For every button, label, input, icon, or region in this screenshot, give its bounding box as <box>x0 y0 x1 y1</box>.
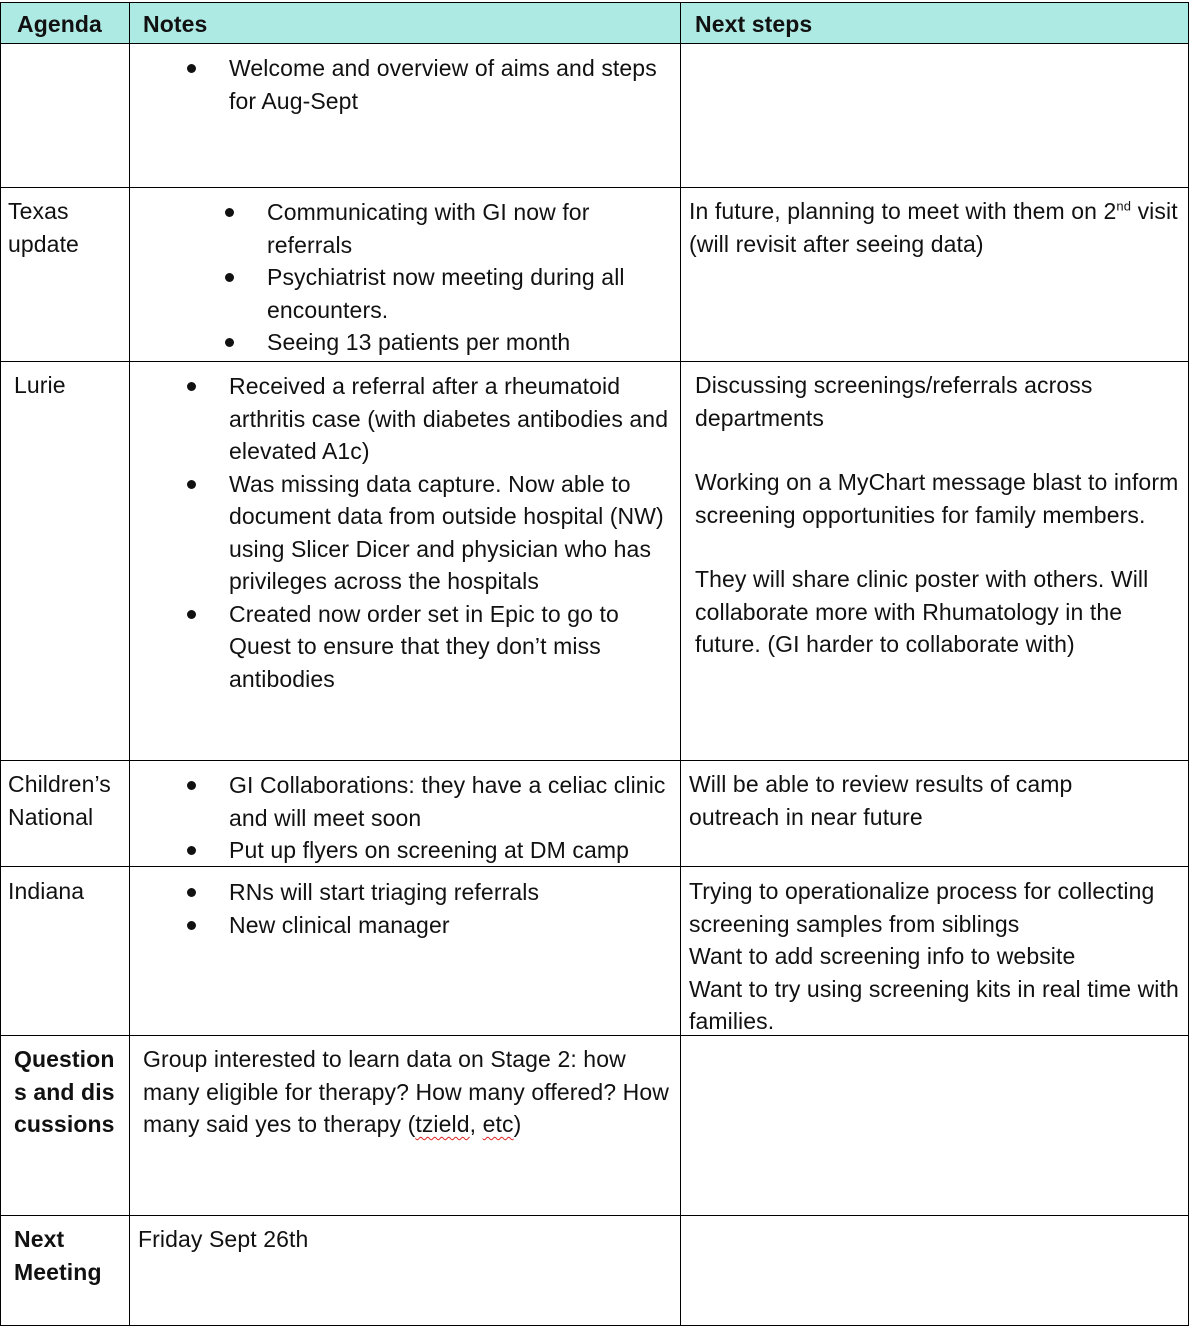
childrens-notes <box>130 769 678 867</box>
list-item: Created now order set in Epic to go to Quest to ensure that they don’t miss antibodies <box>130 598 678 696</box>
notes-text: Group interested to learn data on Stage 2: how many eligible for therapy? How many offered? How many said yes to therapy ( <box>143 1046 669 1137</box>
agenda-texas-update: Texas update <box>8 198 79 257</box>
next-steps-paragraph: Working on a MyChart message blast to inform screening opportunities for family members. <box>695 469 1179 528</box>
row-divider <box>0 43 1189 44</box>
agenda-childrens-national: Children’s National <box>8 771 111 830</box>
list-item: Received a referral after a rheumatoid arthritis case (with diabetes antibodies and elevated A1c) <box>130 370 678 468</box>
list-item: RNs will start triaging referrals <box>130 876 678 909</box>
lurie-next-steps <box>695 369 1185 661</box>
next-steps-text: visit (will revisit after seeing data) <box>689 198 1178 257</box>
list-item: Seeing 13 patients per month <box>130 326 678 359</box>
list-item: Put up flyers on screening at DM camp <box>130 834 678 867</box>
spellcheck-flagged-word: etc <box>482 1111 514 1137</box>
row-divider <box>0 361 1189 362</box>
texas-notes <box>130 196 678 359</box>
row-divider <box>0 1215 1189 1216</box>
header-next-steps: Next steps <box>695 11 813 37</box>
list-item: Psychiatrist now meeting during all encounters. <box>130 261 678 326</box>
column-divider <box>680 2 681 1326</box>
header-notes: Notes <box>143 11 208 37</box>
superscript: nd <box>1116 198 1132 214</box>
indiana-next-steps <box>689 875 1185 1038</box>
notes-text: ) <box>513 1111 522 1137</box>
list-item: Communicating with GI now for referrals <box>130 196 678 261</box>
list-item: GI Collaborations: they have a celiac clinic and will meet soon <box>130 769 678 834</box>
list-item: Was missing data capture. Now able to document data from outside hospital (NW) using Slicer Dicer and physician who has privileges across the hospitals <box>130 468 678 598</box>
next-steps-line: Trying to operationalize process for collecting screening samples from siblings <box>689 878 1155 937</box>
table-border <box>0 2 1189 3</box>
welcome-notes <box>130 52 678 117</box>
row-divider <box>0 760 1189 761</box>
table-border <box>1188 2 1189 1326</box>
next-steps-line: Want to try using screening kits in real time with families. <box>689 975 1179 1034</box>
questions-notes <box>143 1043 678 1141</box>
lurie-notes <box>130 370 678 695</box>
list-item: New clinical manager <box>130 909 678 942</box>
table-border <box>0 1325 1189 1326</box>
next-steps-text: In future, planning to meet with them on 2 <box>689 198 1117 224</box>
next-meeting-date: Friday Sept 26th <box>138 1226 309 1252</box>
header-agenda: Agenda <box>17 11 102 37</box>
agenda-lurie: Lurie <box>14 372 66 398</box>
next-steps-paragraph: Discussing screenings/referrals across departments <box>695 372 1093 431</box>
texas-next-steps <box>689 195 1185 260</box>
next-steps-paragraph: They will share clinic poster with others. Will collaborate more with Rhumatology in the future. (GI harder to collaborate with) <box>695 566 1149 657</box>
notes-text: , <box>469 1111 483 1137</box>
next-steps-line: Want to add screening info to website <box>689 943 1076 969</box>
list-item: Welcome and overview of aims and steps for Aug-Sept <box>130 52 678 117</box>
agenda-next-meeting: Next Meeting <box>14 1226 102 1285</box>
row-divider <box>0 187 1189 188</box>
table-border <box>0 2 1 1326</box>
agenda-indiana: Indiana <box>8 878 85 904</box>
childrens-next-steps: Will be able to review results of camp outreach in near future <box>689 771 1073 830</box>
agenda-questions-and-discussions: Questions and discussions <box>14 1046 115 1137</box>
indiana-notes <box>130 876 678 941</box>
spellcheck-flagged-word: tzield <box>415 1111 470 1137</box>
